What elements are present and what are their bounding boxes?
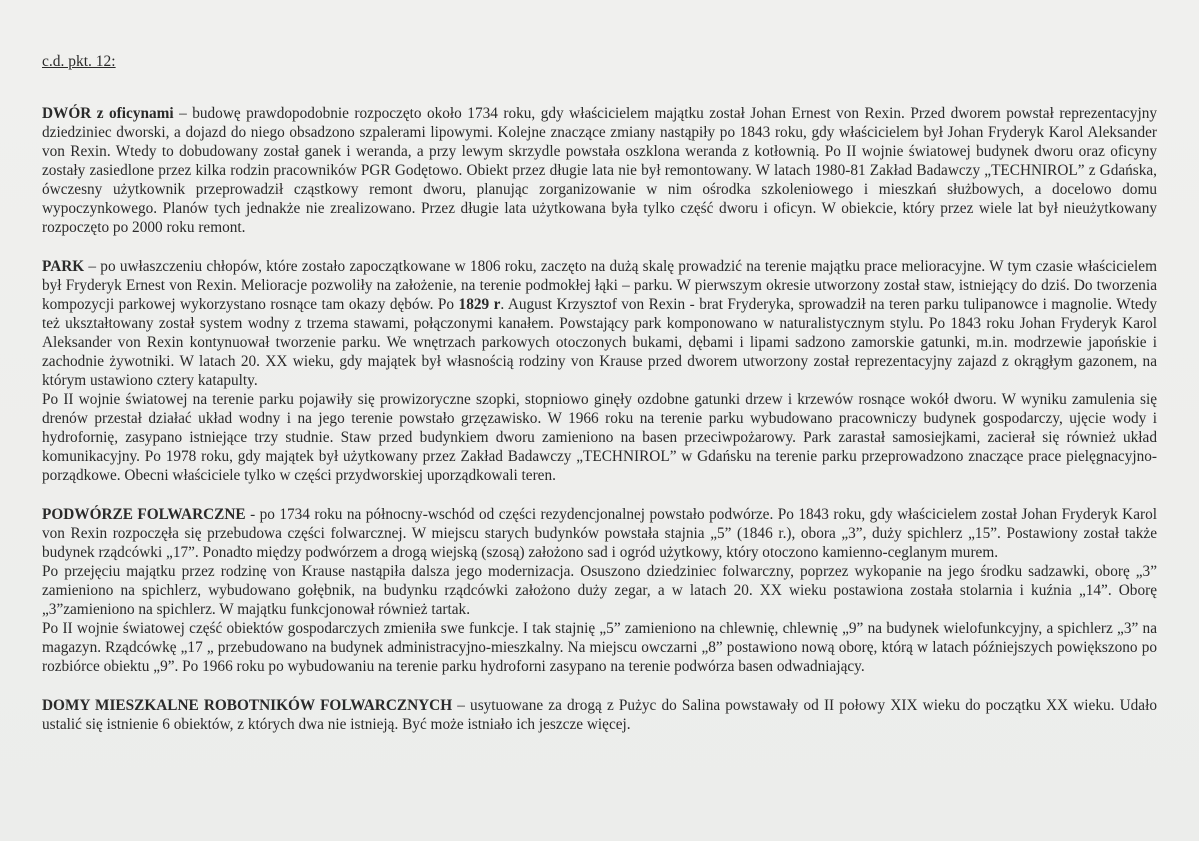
section-dwor-body: – budowę prawdopodobnie rozpoczęto około 1734 roku, gdy właścicielem majątku został Johan Ernest von Rexin. Przed dworem powstał reprezentacyjny dziedziniec dworski, a dojazd do niego obsadzono szpalerami lipowymi. Kolejne znaczące zmiany nastąpiły po 1843 roku, gdy właścicielem był Johan Fryderyk Karol Aleksander von Rexin. Wtedy to dobudowany został ganek i weranda, a przy lewym skrzydle powstała oszklona weranda z kotłownią. Po II wojnie światowej budynek dworu oraz oficyny zostały zasiedlone przez kilka rodzin pracowników PGR Godętowo. Obiekt przez długie lata nie był remontowany. W latach 1980-81 Zakład Badawczy „TECHNIROL” z Gdańska, ówczesny użytkownik przeprowadził cząstkowy remont dworu, planując zorganizowanie w nim ośrodka szkoleniowego i mieszkań służbowych, a docelowo domu wypoczynkowego. Planów tych jednakże nie zrealizowano. Przez długie lata użytkowana była tylko część dworu i oficyn. W obiekcie, który przez wiele lat był nieużytkowany rozpoczęto po 2000 roku remont. — [42, 105, 1157, 236]
section-domy — [42, 696, 1157, 734]
section-park-paragraph-2: Po II wojnie światowej na terenie parku pojawiły się prowizoryczne szopki, stopniowo ginęły ozdobne gatunki drzew i krzewów rosnące wokół dworu. W wyniku zamulenia się drenów przestał działać układ wodny i na jego terenie powstało grzęzawisko. W 1966 roku na terenie parku wybudowano pracowniczy budynek gospodarczy, ujęcie wody i hydrofornię, zasypano istniejące trzy studnie. Staw przed budynkiem dworu zamieniono na basen przeciwpożarowy. Park zarastał samosiejkami, zacierał się również układ komunikacyjny. Po 1978 roku, gdy majątek był użytkowany przez Zakład Badawczy „TECHNIROL” w Gdańsku na terenie parku przeprowadzono znaczące prace pielęgnacyjno-porządkowe. Obecni właściciele tylko w części przydworskiej uporządkowali teren. — [42, 391, 1157, 484]
section-podworze-paragraph-2: Po przejęciu majątku przez rodzinę von Krause nastąpiła dalsza jego modernizacja. Osuszono dziedziniec folwarczny, poprzez wykopanie na jego środku sadzawki, oborę „3” zamieniono na spichlerz, wybudowano gołębnik, na budynku rządcówki założono duży zegar, a w latach 20. XX wieku postawiona została stolarnia i kuźnia „14”. Oborę „3”zamieniono na spichlerz. W majątku funkcjonował również tartak. — [42, 563, 1157, 618]
section-dwor-heading: DWÓR z oficynami — [42, 105, 174, 122]
page-header: c.d. pkt. 12: — [42, 53, 116, 70]
section-park-text — [42, 257, 1157, 390]
section-park-heading: PARK — [42, 258, 85, 275]
section-domy-text — [42, 696, 1157, 734]
section-podworze-paragraph-3: Po II wojnie światowej część obiektów gospodarczych zmieniła swe funkcje. I tak stajnię „5” zamieniono na chlewnię, chlewnię „9” na budynek wielofunkcyjny, a spichlerz „3” na magazyn. Rządcówkę „17 „ przebudowano na budynek administracyjno-mieszkalny. Na miejscu owczarni „8” postawiono nową oborę, którą w latach późniejszych powiększono po rozbiórce obiektu „9”. Po 1966 roku po wybudowaniu na terenie parku hydroforni zasypano na terenie podwórza basen odwadniający. — [42, 620, 1157, 675]
section-podworze — [42, 505, 1157, 676]
section-park-year: 1829 r — [458, 296, 501, 313]
section-domy-heading: DOMY MIESZKALNE ROBOTNIKÓW FOLWARCZNYCH — [42, 697, 453, 714]
section-podworze-heading: PODWÓRZE FOLWARCZNE — [42, 506, 246, 523]
section-dwor-text — [42, 104, 1157, 237]
section-podworze-body-1: - po 1734 roku na północny-wschód od części rezydencjonalnej powstało podwórze. Po 1843 roku, gdy właścicielem został Johan Fryderyk Karol von Rexin rozpoczęła się przebudowa części folwarcznej. W miejscu starych budynków powstała stajnia „5” (1846 r.), obora „3”, duży spichlerz „15”. Postawiony został także budynek rządcówki „17”. Ponadto między podwórzem a drogą wiejską (szosą) założono sad i ogród użytkowy, który otoczono kamienno-ceglanym murem. — [42, 506, 1157, 561]
section-park-intro: – po uwłaszczeniu chłopów, które zostało zapoczątkowane w 1806 roku, zaczęto na dużą skalę prowadzić na terenie majątku prace melioracyjne. W tym czasie właścicielem był Fryderyk Ernest von Rexin. Melioracje pozwoliły na założenie, na terenie podmokłej łąki – parku. W pierwszym okresie utworzony został staw, istniejący do dziś. Do tworzenia kompozycji parkowej wykorzystano rosnące tam okazy dębów. Po — [42, 258, 1157, 313]
section-dwor — [42, 104, 1157, 237]
section-domy-body: – usytuowane za drogą z Pużyc do Salina powstawały od II połowy XIX wieku do początku XX wieku. Udało ustalić się istnienie 6 obiektów, z których dwa nie istnieją. Być może istniało ich jeszcze więcej. — [42, 697, 1157, 733]
section-park — [42, 257, 1157, 485]
section-park-rest: . August Krzysztof von Rexin - brat Fryderyka, sprowadził na teren parku tulipanowce i magnolie. Wtedy też ukształtowany został system wodny z trzema stawami, połączonymi kanałem. Powstający park komponowano w naturalistycznym stylu. Po 1843 roku Johan Fryderyk Karol Aleksander von Rexin kontynuował tworzenie parku. We wnętrzach parkowych otoczonych bukami, dębami i lipami sadzono zamorskie gatunki, m.in. modrzewie japońskie i zachodnie żywotniki. W latach 20. XX wieku, gdy majątek był własnością rodziny von Krause przed dworem utworzony został reprezentacyjny zajazd z okrągłym gazonem, na którym ustawiono cztery katapulty. — [42, 296, 1157, 389]
section-podworze-text — [42, 505, 1157, 562]
